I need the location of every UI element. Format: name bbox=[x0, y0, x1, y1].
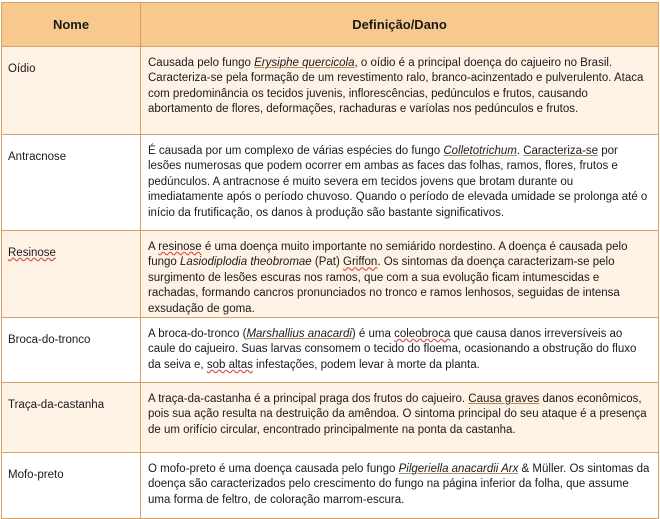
header-nome: Nome bbox=[2, 3, 141, 47]
species-name: Colletotrichum bbox=[443, 145, 517, 157]
table-row bbox=[2, 47, 659, 135]
text-segment: que causa danos irreversíveis ao caule do cajueiro. Suas larvas consomem o tecido do floema, ocasionando a obstrução do fluxo da seiva e, bbox=[148, 328, 637, 371]
diseases-table bbox=[1, 2, 659, 519]
table-row bbox=[2, 318, 659, 383]
row-definition bbox=[141, 47, 659, 135]
header-row bbox=[2, 3, 659, 47]
text-segment: É causada por um complexo de várias espécies do fungo bbox=[148, 145, 444, 157]
row-definition bbox=[141, 135, 659, 231]
text-segment: , o oídio é a principal doença do cajueiro no Brasil. Caracteriza-se pela formação de um revestimento ralo, branco-acinzentado e pulverulento. Ataca com predominância os tecidos juvenis, inflorescências, pedúnculos e frutos, causando abortamento de flores, deformações, rachaduras e varíolas nos pedúnculos e frutos. bbox=[148, 57, 644, 116]
table-row bbox=[2, 135, 659, 231]
row-name bbox=[2, 231, 141, 318]
text-segment: . Os sintomas da doença caracterizam-se pelo surgimento de lesões escuras nos ramos, que com a sua evolução ficam intumescidas e rachadas, formando cancros pronunciados no tronco e ramos lenhosos, seguidas de intensa exsudação de goma. bbox=[148, 256, 620, 315]
text-segment: A broca-do-tronco ( bbox=[148, 328, 247, 341]
text-segment: é uma doença muito importante no semiárido nordestino. A doença é causada pelo fungo bbox=[148, 241, 628, 269]
table-row bbox=[2, 383, 659, 453]
marked-text: Caracteriza-se bbox=[523, 145, 599, 157]
row-name: Mofo-preto bbox=[2, 453, 141, 519]
row-name-text: Resinose bbox=[8, 247, 56, 259]
marked-text: Griffon bbox=[343, 256, 378, 269]
table-row bbox=[2, 453, 659, 519]
text-segment: A bbox=[148, 241, 159, 253]
text-segment: A traça-da-castanha é a principal praga dos frutos do cajueiro. bbox=[148, 393, 469, 406]
marked-text: coleobroca bbox=[394, 328, 451, 341]
species-name: Pilgeriella anacardii Arx bbox=[398, 463, 519, 476]
text-segment: infestações, podem levar à morte da planta. bbox=[252, 358, 480, 371]
row-name: Broca-do-tronco bbox=[2, 318, 141, 383]
row-definition bbox=[141, 318, 659, 383]
row-definition bbox=[141, 453, 659, 519]
text-segment: (Pat) bbox=[311, 256, 344, 269]
row-name: Antracnose bbox=[2, 135, 141, 231]
header-definicao: Definição/Dano bbox=[141, 3, 659, 47]
species-name: Marshallius anacardi bbox=[246, 328, 352, 341]
text-segment: danos econômicos, pois sua ação resulta na destruição da amêndoa. O sintoma principal do seu ataque é a presença de um orifício circular, encontrado principalmente na ponta da castanha. bbox=[148, 393, 647, 436]
table-row bbox=[2, 231, 659, 318]
species-name: Erysiphe quercicola bbox=[254, 57, 355, 69]
row-definition bbox=[141, 231, 659, 318]
text-segment: . bbox=[516, 145, 524, 157]
row-name: Oídio bbox=[2, 47, 141, 135]
marked-text: resinose bbox=[158, 241, 202, 253]
marked-text: Causa graves bbox=[468, 393, 540, 406]
text-segment: ) é uma bbox=[351, 328, 395, 341]
marked-text: sob altas bbox=[206, 358, 253, 371]
text-segment: & Müller. Os sintomas da doença são caracterizados pelo crescimento do fungo na página inferior da folha, que assume uma forma de feltro, de coloração marrom-escura. bbox=[148, 463, 650, 506]
row-definition bbox=[141, 383, 659, 453]
text-segment: O mofo-preto é uma doença causada pelo fungo bbox=[148, 463, 399, 476]
text-segment: Causada pelo fungo bbox=[148, 57, 255, 69]
text-segment: por lesões numerosas que podem ocorrer em ambas as faces das folhas, ramos, flores, frutos e pedúnculos. A antracnose é muito severa em tecidos jovens que brotam durante ou imediatamente após o período chuvoso. Quando o período de elevada umidade se prolonga até o início da frutificação, os danos à produção são bastante significativos. bbox=[148, 145, 648, 219]
row-name: Traça-da-castanha bbox=[2, 383, 141, 453]
species-name: Lasiodiplodia theobromae bbox=[179, 256, 312, 269]
